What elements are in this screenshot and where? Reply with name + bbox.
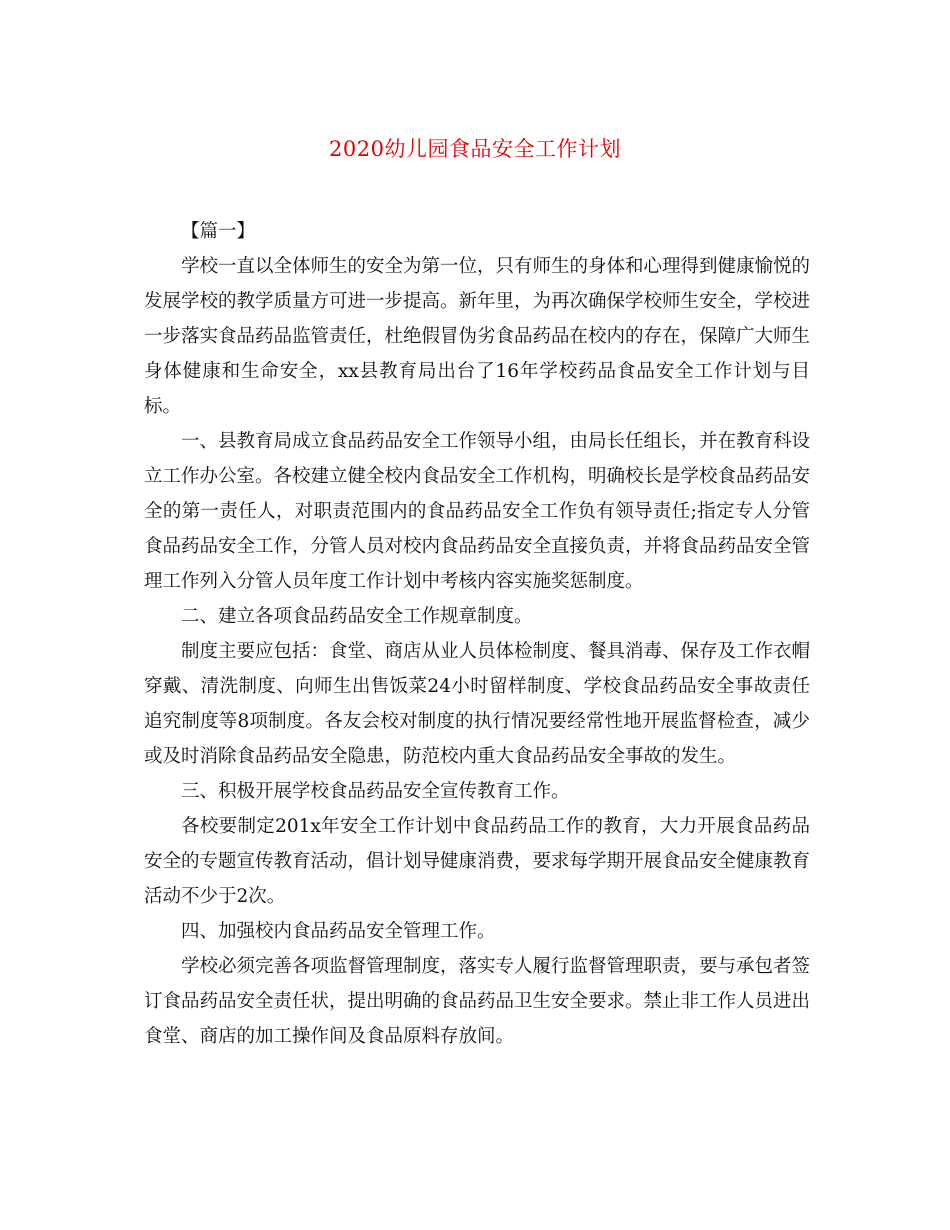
heading-item-2: 二、建立各项食品药品安全工作规章制度。 bbox=[181, 606, 533, 627]
paragraph-item-3: 各校要制定201x年安全工作计划中食品药品工作的教育，大力开展食品药品安全的专题宣传教育活动，倡计划导健康消费，要求每学期开展食品安全健康教育活动不少于2次。 bbox=[144, 816, 811, 907]
paragraph-intro: 学校一直以全体师生的安全为第一位，只有师生的身体和心理得到健康愉悦的发展学校的教学质量方可进一步提高。新年里，为再次确保学校师生安全，学校进一步落实食品药品监管责任，杜绝假冒伪劣食品药品在校内的存在，保障广大师生身体健康和生命安全，xx县教育局出台了16年学校药品食品安全工作计划与目标。 bbox=[144, 256, 811, 417]
document-title: 2020幼儿园食品安全工作计划 bbox=[329, 137, 621, 161]
document-body bbox=[144, 214, 810, 1054]
section-label: 【篇一】 bbox=[181, 221, 256, 242]
paragraph-item-4: 学校必须完善各项监督管理制度，落实专人履行监督管理职责，要与承包者签订食品药品安全责任状，提出明确的食品药品卫生安全要求。禁止非工作人员进出食堂、商店的加工操作间及食品原料存放间。 bbox=[144, 956, 811, 1047]
paragraph-item-2: 制度主要应包括：食堂、商店从业人员体检制度、餐具消毒、保存及工作衣帽穿戴、清洗制度、向师生出售饭菜24小时留样制度、学校食品药品安全事故责任追究制度等8项制度。各友会校对制度的执行情况要经常性地开展监督检查，减少或及时消除食品药品安全隐患，防范校内重大食品药品安全事故的发生。 bbox=[144, 641, 811, 767]
heading-item-4: 四、加强校内食品药品安全管理工作。 bbox=[181, 921, 496, 942]
paragraph-item-1: 一、县教育局成立食品药品安全工作领导小组，由局长任组长，并在教育科设立工作办公室。各校建立健全校内食品安全工作机构，明确校长是学校食品药品安全的第一责任人，对职责范围内的食品药品安全工作负有领导责任;指定专人分管食品药品安全工作，分管人员对校内食品药品安全直接负责，并将食品药品安全管理工作列入分管人员年度工作计划中考核内容实施奖惩制度。 bbox=[144, 431, 811, 592]
heading-item-3: 三、积极开展学校食品药品安全宣传教育工作。 bbox=[181, 781, 570, 802]
